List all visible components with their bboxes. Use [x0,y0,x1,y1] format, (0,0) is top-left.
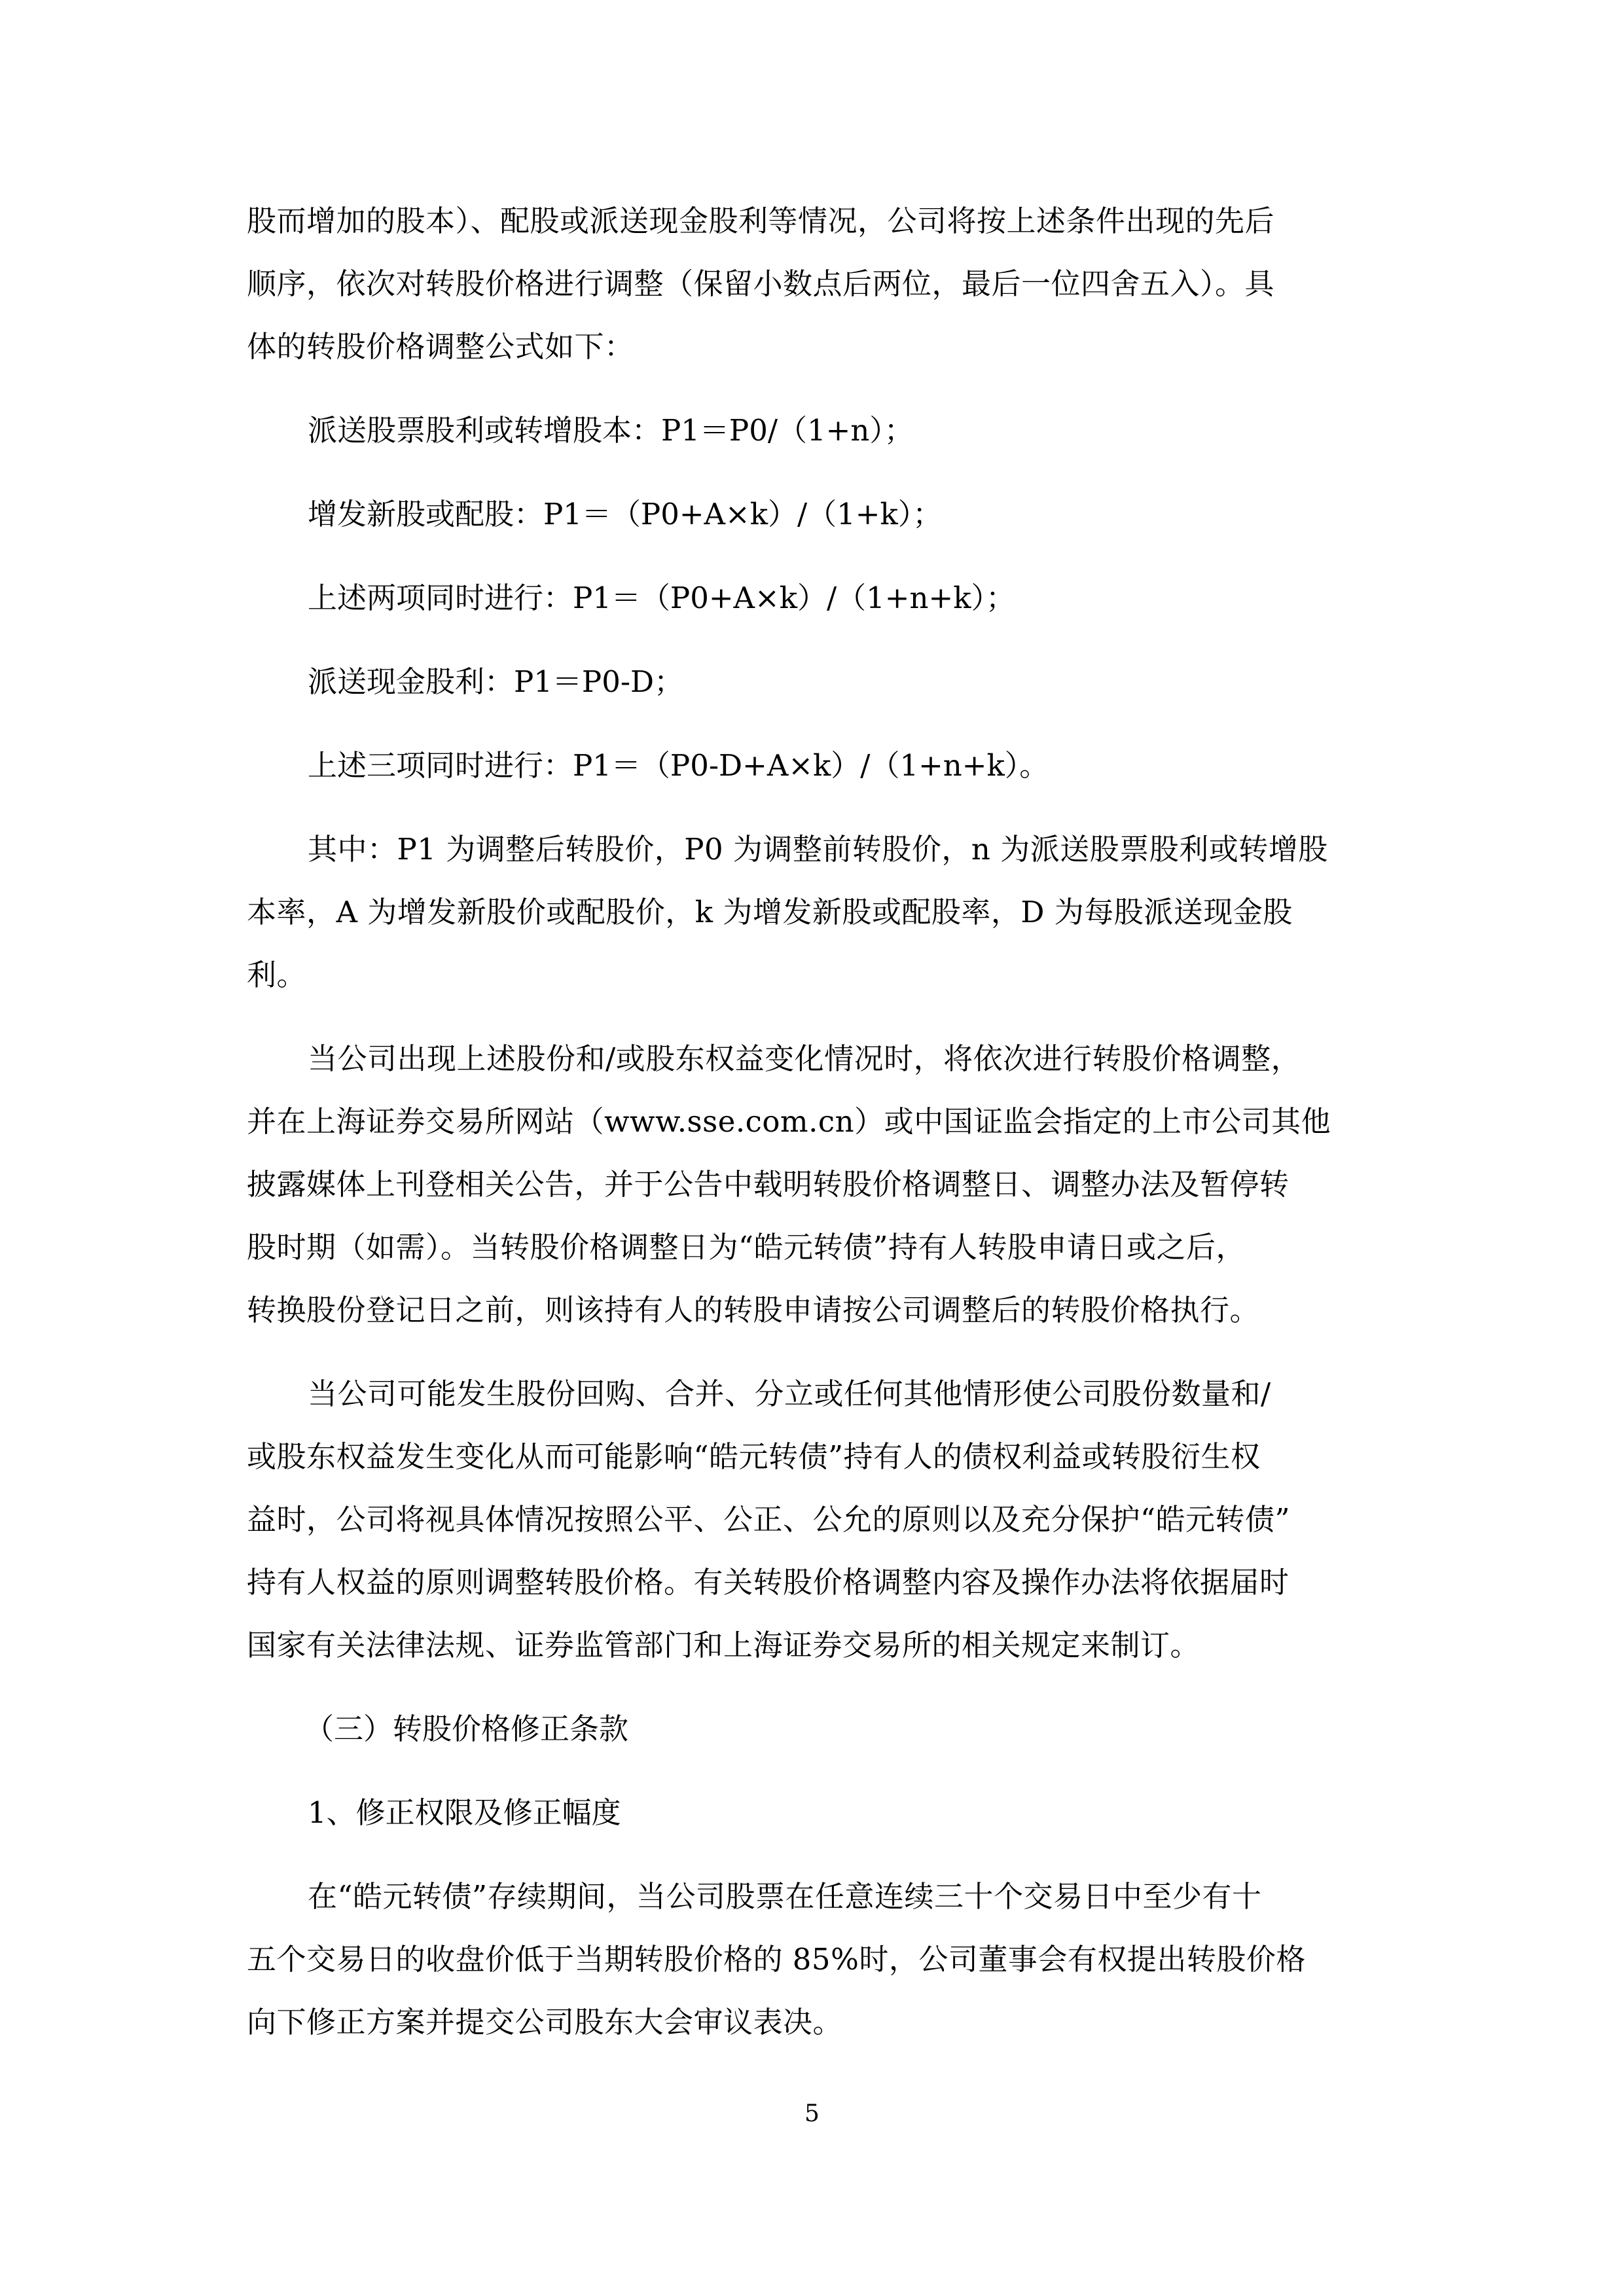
section-heading: （三）转股价格修正条款 [304,1712,629,1746]
paragraph-line: 国家有关法律法规、证券监管部门和上海证券交易所的相关规定来制订。 [247,1628,1200,1662]
formula-label: 上述两项同时进行： [308,581,573,615]
formula-new-shares [308,483,942,546]
paragraph-line: 披露媒体上刊登相关公告，并于公告中载明转股价格调整日、调整办法及暂停转 [247,1167,1290,1202]
paragraph-line: 本率，A 为增发新股价或配股价，k 为增发新股或配股率，D 为每股派送现金股 [247,895,1293,929]
paragraph-line: 当公司可能发生股份回购、合并、分立或任何其他情形使公司股份数量和/ [308,1376,1271,1411]
formula-stock-dividend [308,399,914,462]
paragraph-line: 顺序，依次对转股价格进行调整（保留小数点后两位，最后一位四舍五入）。具 [247,266,1275,301]
paragraph-line: 转换股份登记日之前，则该持有人的转股申请按公司调整后的转股价格执行。 [247,1293,1260,1327]
paragraph-line: 五个交易日的收盘价低于当期转股价格的 85%时，公司董事会有权提出转股价格 [247,1942,1306,1977]
formula-combined-three [308,734,1049,797]
paragraph-line: 体的转股价格调整公式如下： [247,329,634,364]
paragraph-line: 益时，公司将视具体情况按照公平、公正、公允的原则以及充分保护“皓元转债” [247,1502,1291,1537]
paragraph-line: 持有人权益的原则调整转股价格。有关转股价格调整内容及操作办法将依据届时 [247,1565,1290,1600]
paragraph-line: 利。 [247,958,307,992]
paragraph-line: 其中：P1 为调整后转股价，P0 为调整前转股价，n 为派送股票股利或转增股 [308,832,1328,867]
formula-label: 增发新股或配股： [308,497,544,531]
paragraph-line: 当公司出现上述股份和/或股东权益变化情况时，将依次进行转股价格调整， [308,1041,1301,1076]
formula-expression: P1＝P0/（1+n）； [661,413,914,448]
formula-expression: P1＝P0-D； [514,664,684,699]
formula-label: 上述三项同时进行： [308,748,573,783]
formula-label: 派送股票股利或转增股本： [308,413,662,448]
subsection-heading: 1、修正权限及修正幅度 [308,1795,621,1830]
formula-combined-two [308,567,1015,630]
page-number: 5 [804,2100,820,2127]
formula-expression: P1＝（P0-D+A×k）/（1+n+k）。 [573,748,1049,783]
paragraph-line: 股时期（如需）。当转股价格调整日为“皓元转债”持有人转股申请日或之后， [247,1230,1246,1265]
formula-label: 派送现金股利： [308,664,514,699]
formula-expression: P1＝（P0+A×k）/（1+k）； [543,497,943,531]
paragraph-line: 或股东权益发生变化从而可能影响“皓元转债”持有人的债权利益或转股衍生权 [247,1439,1261,1474]
paragraph-line: 并在上海证券交易所网站（www.sse.com.cn）或中国证监会指定的上市公司其他 [247,1104,1331,1139]
paragraph-line: 股而增加的股本）、配股或派送现金股利等情况，公司将按上述条件出现的先后 [247,204,1275,238]
formula-cash-dividend [308,651,683,713]
paragraph-line: 向下修正方案并提交公司股东大会审议表决。 [247,2005,843,2039]
formula-expression: P1＝（P0+A×k）/（1+n+k）； [573,581,1015,615]
paragraph-line: 在“皓元转债”存续期间，当公司股票在任意连续三十个交易日中至少有十 [308,1879,1262,1914]
